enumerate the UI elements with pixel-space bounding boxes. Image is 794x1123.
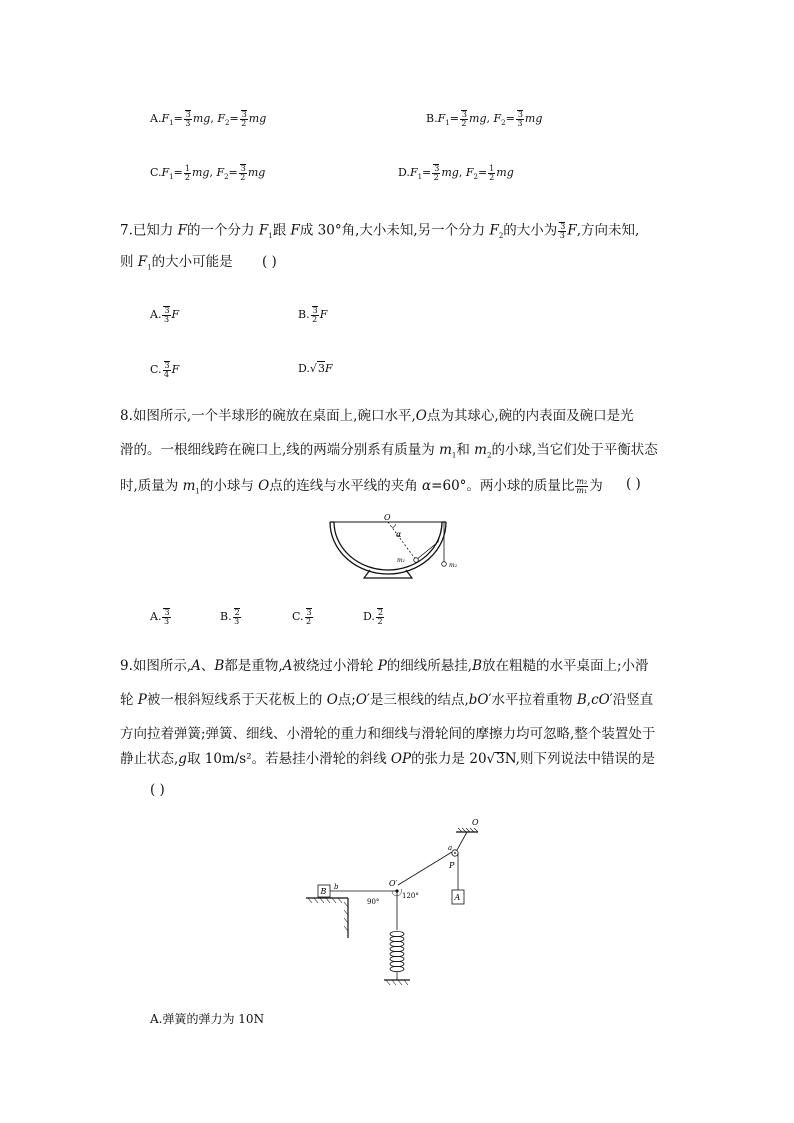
line-OP bbox=[457, 832, 467, 850]
q9-stem-line4: 静止状态,g取 10m/s²。若悬挂小滑轮的斜线 OP的张力是 20√3N,则下列说法中错误的是 bbox=[120, 751, 655, 767]
bowl-outer-surface bbox=[330, 522, 446, 574]
label-O: O bbox=[472, 818, 479, 827]
q8-option-c: C. $\frac{3}{2}$ bbox=[292, 608, 312, 626]
q8-option-a: A. $\frac{3}{3}$ bbox=[150, 608, 170, 626]
q6-option-d: $D.F_1=$ $\frac{3}{2}$ mg, $F_2=$ $\frac{1}{2}$ mg bbox=[398, 163, 514, 182]
q7-option-b: B. $\frac{3}{2}$ F bbox=[298, 306, 328, 324]
q9-pulley-figure bbox=[300, 812, 500, 988]
spring bbox=[390, 931, 404, 971]
q9-stem-line3: 方向拉着弹簧;弹簧、细线、小滑轮的重力和细线与滑轮间的摩擦力均可忽略,整个装置处于 bbox=[120, 726, 656, 742]
label-a: a bbox=[448, 844, 453, 852]
label-m1: m₁ bbox=[397, 557, 406, 564]
ball-m1 bbox=[414, 558, 419, 563]
q8-option-b: B. $\frac{2}{3}$ bbox=[220, 608, 240, 626]
label-90: 90° bbox=[367, 898, 380, 906]
q7-answer-bracket: ( ) bbox=[262, 254, 277, 270]
q7-option-c: C. $\frac{3}{4}$ F bbox=[150, 361, 180, 379]
thread-inside bbox=[416, 522, 442, 560]
q6-option-c: $C.F_1=$ $\frac{1}{2}$ mg, $F_2=$ $\frac{3}{2}$ mg bbox=[150, 163, 266, 182]
q9-stem-line2: 轮 P被一根斜短线系于天花板上的 O点;O′是三根线的结点,bO′水平拉着重物 B,cO′沿竖直 bbox=[120, 692, 654, 708]
label-B: B bbox=[320, 887, 327, 896]
q9-option-a: A.弹簧的弹力为 10N bbox=[150, 1012, 265, 1026]
q7-option-a: A. $\frac{3}{3}$ F bbox=[150, 306, 180, 324]
label-Oprime: O′ bbox=[389, 879, 398, 888]
q6-option-a: $A.F_1=$ $\frac{3}{3}$ mg, $F_2=$ $\frac{3}{2}$ mg bbox=[150, 110, 267, 128]
q8-stem-line1: 8.如图所示,一个半球形的碗放在桌面上,碗口水平,O点为其球心,碗的内表面及碗口是光 bbox=[120, 408, 634, 424]
bowl-inner-surface bbox=[334, 522, 442, 570]
label-A: A bbox=[454, 893, 461, 902]
q9-stem-line1: 9.如图所示,A、B都是重物,A被绕过小滑轮 P的细线所悬挂,B放在粗糙的水平桌面上;小滑 bbox=[120, 658, 649, 674]
q7-stem-line2: 则 $F_1$的大小可能是 bbox=[120, 254, 233, 272]
label-120: 120° bbox=[402, 892, 419, 900]
label-alpha: α bbox=[396, 530, 402, 539]
q8-bowl-figure bbox=[320, 512, 470, 584]
q7-stem-line1: 7.已知力 F的一个分力 $F_1$跟 F成 30°角,大小未知,另一个分力 $F_2$的大小为 $\frac{3}{3}$ F,方向未知, bbox=[120, 222, 640, 241]
q8-option-d: D. $\frac{2}{2}$ bbox=[363, 608, 384, 626]
label-m2: m₂ bbox=[449, 562, 458, 569]
label-b: b bbox=[334, 883, 339, 891]
q8-answer-bracket: ( ) bbox=[626, 476, 641, 492]
q8-stem-line3: 时,质量为 $m_1$的小球与 O点的连线与水平线的夹角 α=60°。两小球的质量比 $\frac{\text{m₂}}{\text{m₁}}$ 为 bbox=[120, 477, 603, 496]
label-P: P bbox=[449, 861, 455, 870]
string-Oprime-to-P bbox=[398, 852, 452, 885]
label-O: O bbox=[384, 513, 391, 522]
ball-m2 bbox=[442, 562, 447, 567]
q7-option-d: D.√3F bbox=[298, 362, 333, 375]
q6-option-b: $B.F_1=$ $\frac{3}{2}$ mg, $F_2=$ $\frac{3}{3}$ mg bbox=[426, 110, 543, 128]
q9-answer-bracket: ( ) bbox=[150, 782, 165, 798]
q8-stem-line2: 滑的。一根细线跨在碗口上,线的两端分别系有质量为 $m_1$和 $m_2$的小球,当它们处于平衡状态 bbox=[120, 442, 658, 460]
